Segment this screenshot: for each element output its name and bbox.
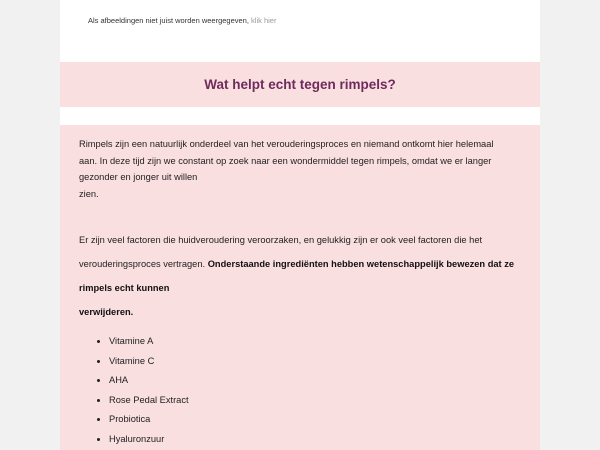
- intro-line: gezonder en jonger uit willen: [79, 172, 198, 182]
- list-item: • Vitamine C: [109, 352, 189, 372]
- factors-bold-line: verwijderen.: [79, 307, 134, 317]
- list-item: • AHA: [109, 371, 189, 391]
- page-title: Wat helpt echt tegen rimpels?: [204, 77, 396, 92]
- preheader-text: Als afbeeldingen niet juist worden weergegeven,: [88, 16, 252, 25]
- list-item: • Probiotica: [109, 410, 189, 430]
- factors-bold-line: Onderstaande ingrediënten hebben wetenschappelijk bewezen dat ze: [207, 259, 515, 269]
- view-online-link[interactable]: klik hier: [251, 16, 277, 25]
- list-item: • Hyaluronzuur: [109, 430, 189, 450]
- list-item: • Vitamine A: [109, 332, 189, 352]
- ingredients-list: [90, 332, 189, 449]
- factors-line: Er zijn veel factoren die huidveroudering veroorzaken, en gelukkig zijn er ook veel factoren die het: [79, 235, 483, 245]
- factors-line: verouderingsproces vertragen.: [79, 259, 208, 269]
- email-container: [60, 0, 540, 450]
- factors-bold-line: rimpels echt kunnen: [79, 283, 170, 293]
- intro-line: zien.: [79, 188, 99, 199]
- intro-paragraph: [79, 136, 524, 202]
- preheader: [88, 16, 276, 25]
- title-band: [60, 62, 540, 107]
- content-block: [60, 125, 540, 450]
- list-item: • Rose Pedal Extract: [109, 391, 189, 411]
- intro-line: aan. In deze tijd zijn we constant op zoek naar een wondermiddel tegen rimpels, omdat we er langer: [79, 155, 492, 166]
- intro-line: Rimpels zijn een natuurlijk onderdeel van het verouderingsproces en niemand ontkomt hier helemaal: [79, 139, 494, 149]
- factors-paragraph: [79, 228, 524, 324]
